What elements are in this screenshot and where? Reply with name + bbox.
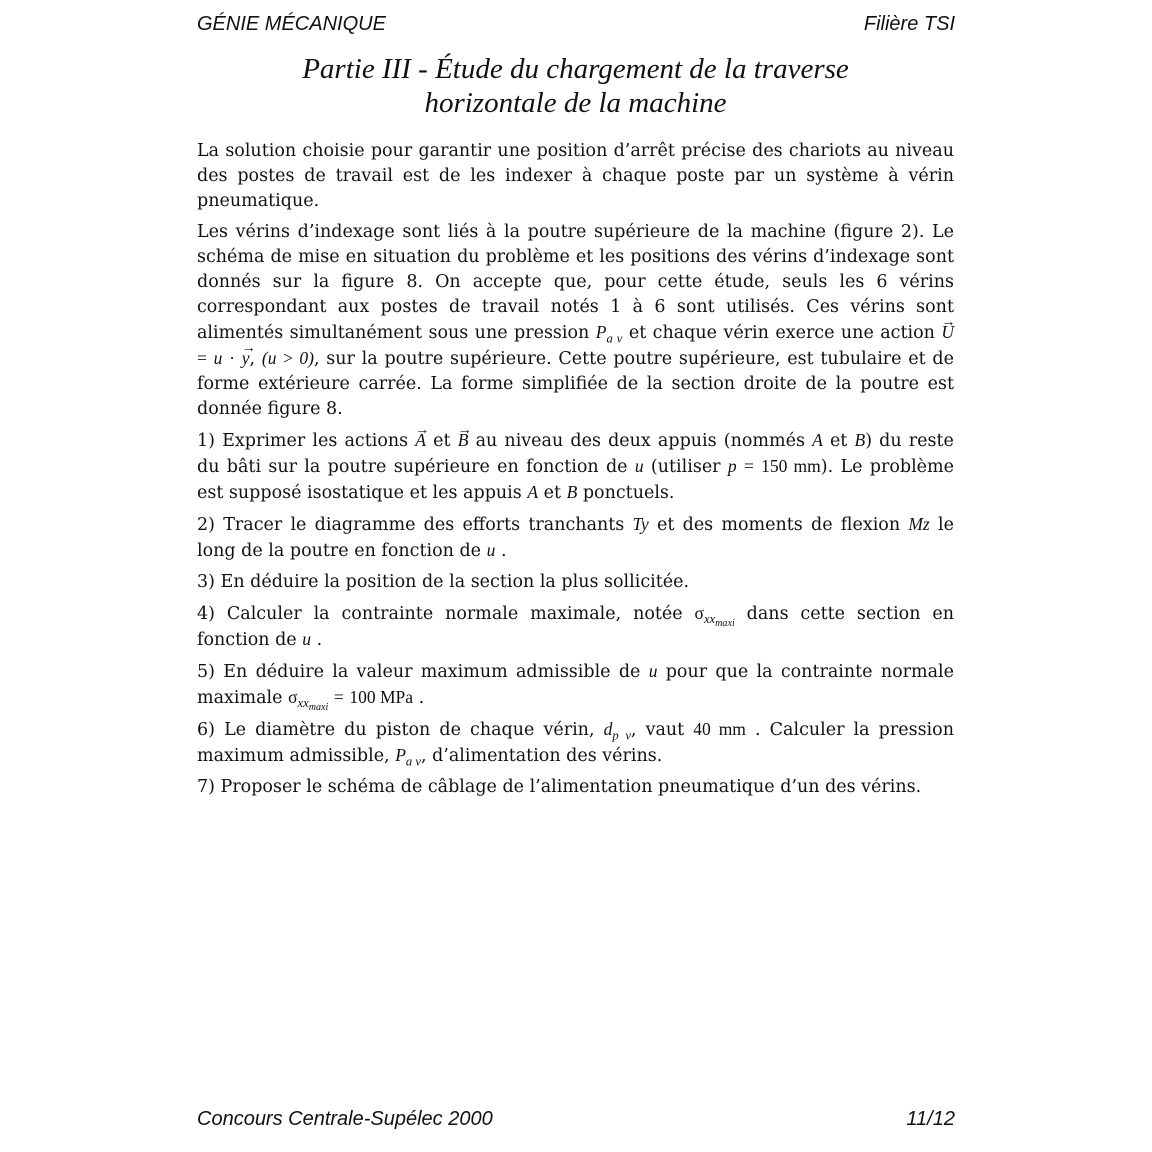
sigma-subscript: xxmaxi <box>703 612 735 630</box>
vector-b: → B <box>458 428 469 453</box>
vector-u: → U <box>941 320 954 345</box>
length-value: 150 mm <box>761 456 821 476</box>
sigma-symbol: $\sigma_{xx_{maxi}}$ <box>694 603 735 630</box>
condition-u: (u > 0) <box>261 348 314 368</box>
scalar-u: u <box>302 629 311 649</box>
question-2: 2) Tracer le diagramme des efforts tranchants Ty et des moments de flexion Mz le long de la poutre en fonction de u . <box>197 514 954 561</box>
pressure-subscript: a v <box>606 331 623 346</box>
scalar-u: u <box>634 456 644 476</box>
question-1: 1) Exprimer les actions → A et → B au niveau des deux appuis (nommés A et B) du reste du bâti sur la poutre supérieure en fonction de u (utiliser p = 150 mm). Le problème est supposé isostatique et les appuis A et B ponctuels. <box>197 428 954 506</box>
footer-exam: Concours Centrale-Supélec 2000 <box>197 1108 493 1130</box>
title-line-2: horizontale de la machine <box>424 87 727 119</box>
document-body <box>197 139 954 806</box>
page-title <box>197 52 954 120</box>
diameter-symbol: $d_{p v}$ <box>603 719 631 743</box>
question-number: 4) <box>197 604 215 624</box>
footer-page-number: 11/12 <box>906 1108 955 1130</box>
pressure-symbol: $P_{a v}$ <box>595 322 623 346</box>
support-a: A <box>527 482 539 502</box>
question-number: 1) <box>197 431 215 451</box>
title-line-1: Partie III - Étude du chargement de la traverse <box>302 53 849 85</box>
context-text-2: et chaque vérin exerce une action <box>628 323 935 343</box>
intro-paragraph: La solution choisie pour garantir une position d’arrêt précise des chariots au niveau des postes de travail est de les indexer à chaque poste par un système à vérin pneumatique. <box>197 141 954 211</box>
scalar-u: u <box>486 540 496 560</box>
context-paragraph <box>197 220 954 422</box>
scalar-u: u <box>648 661 658 681</box>
stress-value: 100 MPa <box>349 687 413 707</box>
support-b: B <box>854 430 866 450</box>
vector-a: → A <box>415 428 426 453</box>
diameter-value: 40 mm <box>693 719 746 739</box>
question-number: 7) <box>197 777 215 797</box>
shear-ty: Ty <box>632 514 649 534</box>
header-track: Filière TSI <box>863 13 955 35</box>
header-subject: GÉNIE MÉCANIQUE <box>197 13 386 35</box>
support-b: B <box>566 482 578 502</box>
length-p: p <box>727 456 737 476</box>
question-6: 6) Le diamètre du piston de chaque vérin, $d_{p v}$, vaut 40 mm . Calculer la pression maximum admissible, $P_{a v}$, d’alimentation des vérins. <box>197 719 954 769</box>
question-5: 5) En déduire la valeur maximum admissible de u pour que la contrainte normale maximale $\sigma_{xx_{maxi}} = 100$ MPa . <box>197 661 954 714</box>
question-3: 3) En déduire la position de la section la plus sollicitée. <box>197 572 690 592</box>
question-number: 6) <box>197 720 215 740</box>
scalar-u: u <box>213 348 223 368</box>
sigma-subscript: xxmaxi <box>297 696 329 714</box>
question-number: 2) <box>197 515 215 535</box>
question-number: 5) <box>197 662 215 682</box>
question-7: 7) Proposer le schéma de câblage de l’alimentation pneumatique d’un des vérins. <box>197 777 922 797</box>
equals-sign: = <box>197 348 207 368</box>
question-number: 3) <box>197 572 215 592</box>
support-a: A <box>812 430 823 450</box>
vector-y: → y <box>242 346 250 371</box>
dot-operator: · <box>229 348 235 368</box>
comma: , <box>249 349 256 369</box>
question-4: 4) Calculer la contrainte normale maximale, notée $\sigma_{xx_{maxi}}$ dans cette section en fonction de u . <box>197 603 955 650</box>
context-text-1: Les vérins d’indexage sont liés à la poutre supérieure de la machine (figure 2). Le schéma de mise en situation du problème et les positions des vérins d’indexage sont donnés sur la figure 8. On accepte que, pour cette étude, seuls les 6 vérins correspondant aux postes de travail notés 1 à 6 sont utilisés. Ces vérins sont alimentés simultanément sous une pression <box>197 222 954 343</box>
sigma-symbol: $\sigma_{xx_{maxi}}$ <box>288 687 329 714</box>
moment-mz: Mz <box>908 514 930 534</box>
pressure-symbol: $P_{a v}$ <box>395 745 421 769</box>
context-text-3: , sur la poutre supérieure. Cette poutre supérieure, est tubulaire et de forme extérieure carrée. La forme simplifiée de la section droite de la poutre est donnée figure 8. <box>197 349 954 419</box>
